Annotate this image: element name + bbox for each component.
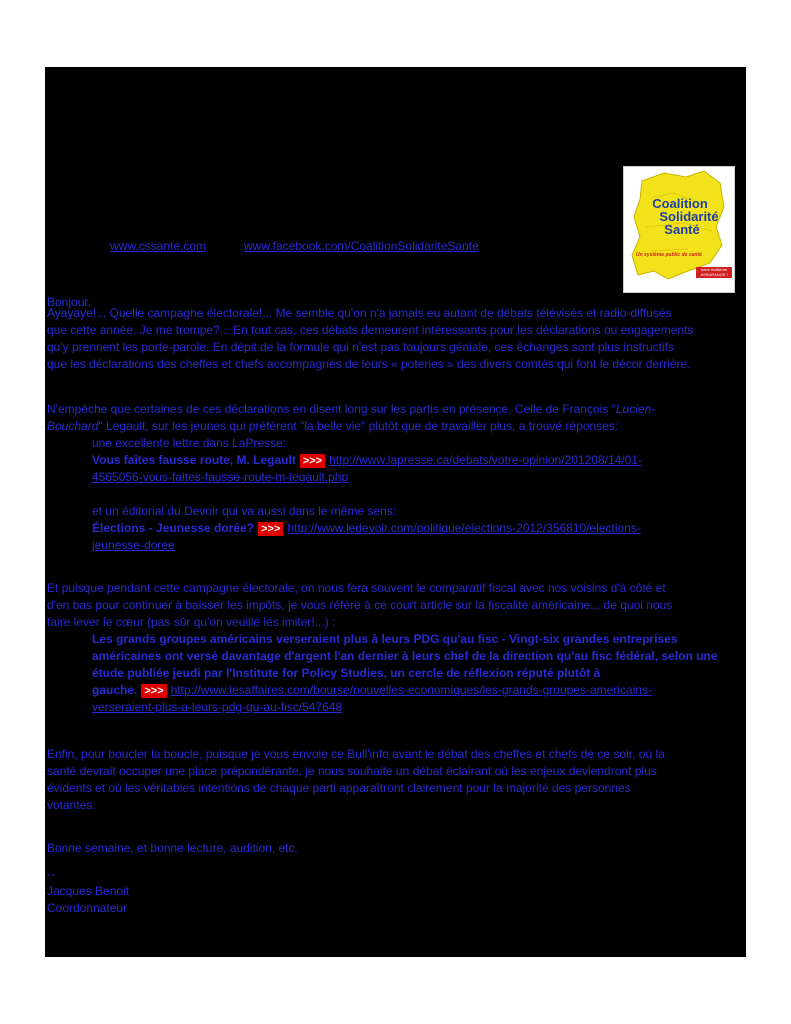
p2-line1 xyxy=(47,401,655,418)
logo-tagline: Un système public de santé xyxy=(636,252,702,258)
p3-line3: faire lever le cœur (pas sûr qu'on veuille les imiter!...) : xyxy=(47,615,336,629)
p3-line1: Et puisque pendant cette campagne électorale, on nous fera souvent le comparatif fiscal avec nos voisins d'à côté et xyxy=(47,581,666,595)
intro-lapresse: une excellente lettre dans LaPresse: xyxy=(92,436,287,450)
p2-line2-text: " Legault, sur les jeunes qui préfèrent "la belle vie" plutôt que de travailler plus, a trouvé réponses: xyxy=(98,419,619,433)
arrow-badge: >>> xyxy=(300,454,325,468)
devoir-title: Élections - Jeunesse dorée? xyxy=(92,521,255,535)
signature-dashes: -- xyxy=(47,867,55,881)
p4-line4: votantes. xyxy=(47,798,96,812)
devoir-link-part1[interactable]: http://www.ledevoir.com/politique/elections-2012/356810/elections- xyxy=(287,521,641,535)
coalition-logo xyxy=(623,166,735,293)
lapresse-title: Vous faites fausse route, M. Legault xyxy=(92,453,296,467)
lesaffaires-row xyxy=(92,682,652,699)
p3-line2: d'en bas pour continuer à baisser les impôts, je vous réfère à ce court article sur la fiscalité américaine... de quoi nous xyxy=(47,598,673,612)
lesaffaires-link-part1[interactable]: http://www.lesaffaires.com/bourse/nouvelles-economiques/les-grands-groupes-americains- xyxy=(170,683,652,697)
signature-name: Jacques Benoit xyxy=(47,884,130,898)
lapresse-link-part2[interactable]: 4565056-vous-faites-fausse-route-m-legault.php xyxy=(92,470,349,484)
article-title-line1: Les grands groupes américains verseraient plus à leurs PDG qu'au fisc - Vingt-six grandes entreprises xyxy=(92,632,678,646)
article-title-line3: étude publiée jeudi par l'Institute for Policy Studies, un cercle de réflexion réputé plutôt à xyxy=(92,666,601,680)
lapresse-link-part1[interactable]: http://www.lapresse.ca/debats/votre-opinion/201208/14/01- xyxy=(329,453,642,467)
logo-line3: Santé xyxy=(664,222,700,237)
logo-line1: Coalition xyxy=(652,196,708,211)
devoir-link-part2[interactable]: jeunesse-doree xyxy=(92,538,175,552)
p1-line3: qu'y prennent les porte-parole. En dépit de la formule qui n'est pas toujours géniale, ces échanges sont plus instructifs xyxy=(47,340,674,354)
arrow-badge: >>> xyxy=(141,684,166,698)
article-title-end: gauche. xyxy=(92,683,138,697)
site-link[interactable]: www.cssante.com xyxy=(110,239,207,253)
greeting: Bonjour, xyxy=(47,295,92,309)
devoir-row xyxy=(92,520,641,537)
logo-badge: notre meilleure ASSURANCE ! xyxy=(696,267,732,278)
arrow-badge: >>> xyxy=(258,522,283,536)
intro-devoir: et un éditorial du Devoir qui va aussi dans le même sens: xyxy=(92,504,397,518)
lapresse-row xyxy=(92,452,642,469)
logo-text xyxy=(624,197,736,236)
p2-line2-italic: Bouchard xyxy=(47,419,99,433)
p1-line1: Ayayaye!... Quelle campagne électorale!... Me semble qu'on n'a jamais eu autant de débats télévisés et radio-diffusés xyxy=(47,306,672,320)
p1-line4: que les déclarations des cheffes et chefs accompagnés de leurs « poteries » des divers comtés qui font le décor derrière. xyxy=(47,357,691,371)
facebook-link[interactable]: www.facebook.com/CoalitionSolidariteSante xyxy=(244,239,479,253)
p2-line1-text: N'empêche que certaines de ces déclarations en disent long sur les partis en présence. Celle de François " xyxy=(47,402,616,416)
p4-line2: santé devrait occuper une place prépondérante, je nous souhaite un débat éclairant où les enjeux deviendront plus xyxy=(47,764,657,778)
signature-role: Coordonnateur xyxy=(47,901,128,915)
article-title-line2: américaines ont versé davantage d'argent l'an dernier à leurs chef de la direction qu'au fisc fédéral, selon une xyxy=(92,649,718,663)
closing: Bonne semaine, et bonne lecture, audition, etc. xyxy=(47,841,298,855)
p1-line2: que cette année. Je me trompe?... En tout cas, ces débats demeurent intéressants pour les déclarations ou engagements xyxy=(47,323,694,337)
p4-line3: évidents et où les véritables intentions de chaque parti apparaîtront clairement pour la majorité des personnes xyxy=(47,781,631,795)
logo-line2: Solidarité xyxy=(659,209,719,224)
lesaffaires-link-part2[interactable]: verseraient-plus-a-leurs-pdg-qu-au-fisc/547648 xyxy=(92,700,343,714)
p4-line1: Enfin, pour boucler la boucle, puisque je vous envoie ce Bull'info avant le débat des cheffes et chefs de ce soir, où la xyxy=(47,747,665,761)
p2-line2 xyxy=(47,418,618,435)
p2-line1-italic: Lucien- xyxy=(615,402,656,416)
